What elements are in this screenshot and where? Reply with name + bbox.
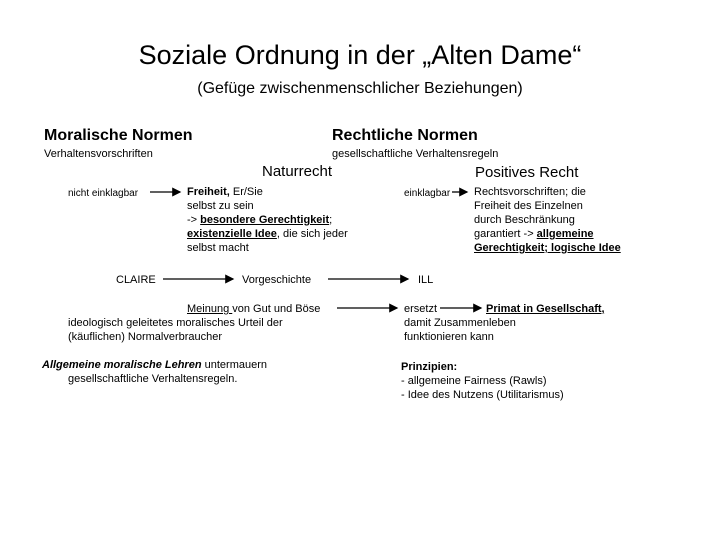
freiheit-rest: Er/Sie: [229, 186, 263, 198]
slide-subtitle: (Gefüge zwischenmenschlicher Beziehungen): [197, 80, 523, 97]
label-nicht-einklagbar: nicht einklagbar: [68, 188, 139, 199]
lehren-rest: untermauern: [201, 359, 267, 371]
freiheit-line3-suffix: ;: [329, 214, 333, 226]
prinzipien-item2: - Idee des Nutzens (Utilitarismus): [401, 389, 564, 401]
freiheit-line4-rest: , die sich jeder: [276, 228, 348, 240]
sub-gesellschaftliche-regeln: gesellschaftliche Verhaltensregeln: [332, 148, 499, 160]
slide-title: Soziale Ordnung in der „Alten Dame“: [138, 40, 582, 70]
heading-positives-recht: Positives Recht: [475, 164, 579, 181]
zusammen-line1: damit Zusammenleben: [404, 317, 516, 329]
heading-moralische-normen: Moralische Normen: [44, 127, 193, 144]
prinzipien-item1: - allgemeine Fairness (Rawls): [401, 375, 547, 387]
rechts-line5-underline: Gerechtigkeit; logische Idee: [474, 242, 621, 254]
text-rechtsvorschriften: [474, 185, 621, 255]
text-freiheit: [187, 185, 348, 255]
meinung-line2: ideologisch geleitetes moralisches Urteil der: [68, 317, 283, 329]
label-primat: Primat in Gesellschaft,: [486, 303, 605, 315]
text-zusammenleben: [404, 316, 516, 344]
rechts-line4-underline: allgemeine: [536, 228, 594, 240]
freiheit-line3-prefix: ->: [187, 214, 201, 226]
label-ersetzt: ersetzt: [404, 303, 438, 315]
rechts-line3: durch Beschränkung: [474, 214, 575, 226]
freiheit-bold: Freiheit,: [187, 186, 230, 198]
rechts-line4-prefix: garantiert ->: [474, 228, 537, 240]
text-meinung: [68, 302, 320, 344]
label-claire: CLAIRE: [116, 274, 156, 286]
meinung-rest: von Gut und Böse: [232, 303, 321, 315]
meinung-underline: Meinung: [187, 303, 233, 315]
heading-rechtliche-normen: Rechtliche Normen: [332, 127, 478, 144]
lehren-bold-italic: Allgemeine moralische Lehren: [42, 359, 202, 371]
meinung-line3: (käuflichen) Normalverbraucher: [68, 331, 223, 343]
freiheit-line2: selbst zu sein: [187, 200, 254, 212]
label-einklagbar: einklagbar: [404, 188, 451, 199]
freiheit-line4-underline: existenzielle Idee: [187, 228, 277, 240]
zusammen-line2: funktionieren kann: [404, 331, 494, 343]
freiheit-line3-underline: besondere Gerechtigkeit: [200, 214, 330, 226]
rechts-line1: Rechtsvorschriften; die: [474, 186, 586, 198]
label-vorgeschichte: Vorgeschichte: [242, 274, 312, 286]
text-lehren: [42, 358, 267, 386]
freiheit-line5: selbst macht: [187, 242, 249, 254]
lehren-line2: gesellschaftliche Verhaltensregeln.: [68, 373, 238, 385]
heading-naturrecht: Naturrecht: [262, 163, 333, 180]
sub-verhaltensvorschriften: Verhaltensvorschriften: [44, 148, 153, 160]
rechts-line2: Freiheit des Einzelnen: [474, 200, 583, 212]
prinzipien-heading: Prinzipien:: [401, 361, 458, 373]
text-prinzipien: [401, 360, 564, 402]
label-ill: ILL: [418, 274, 434, 286]
